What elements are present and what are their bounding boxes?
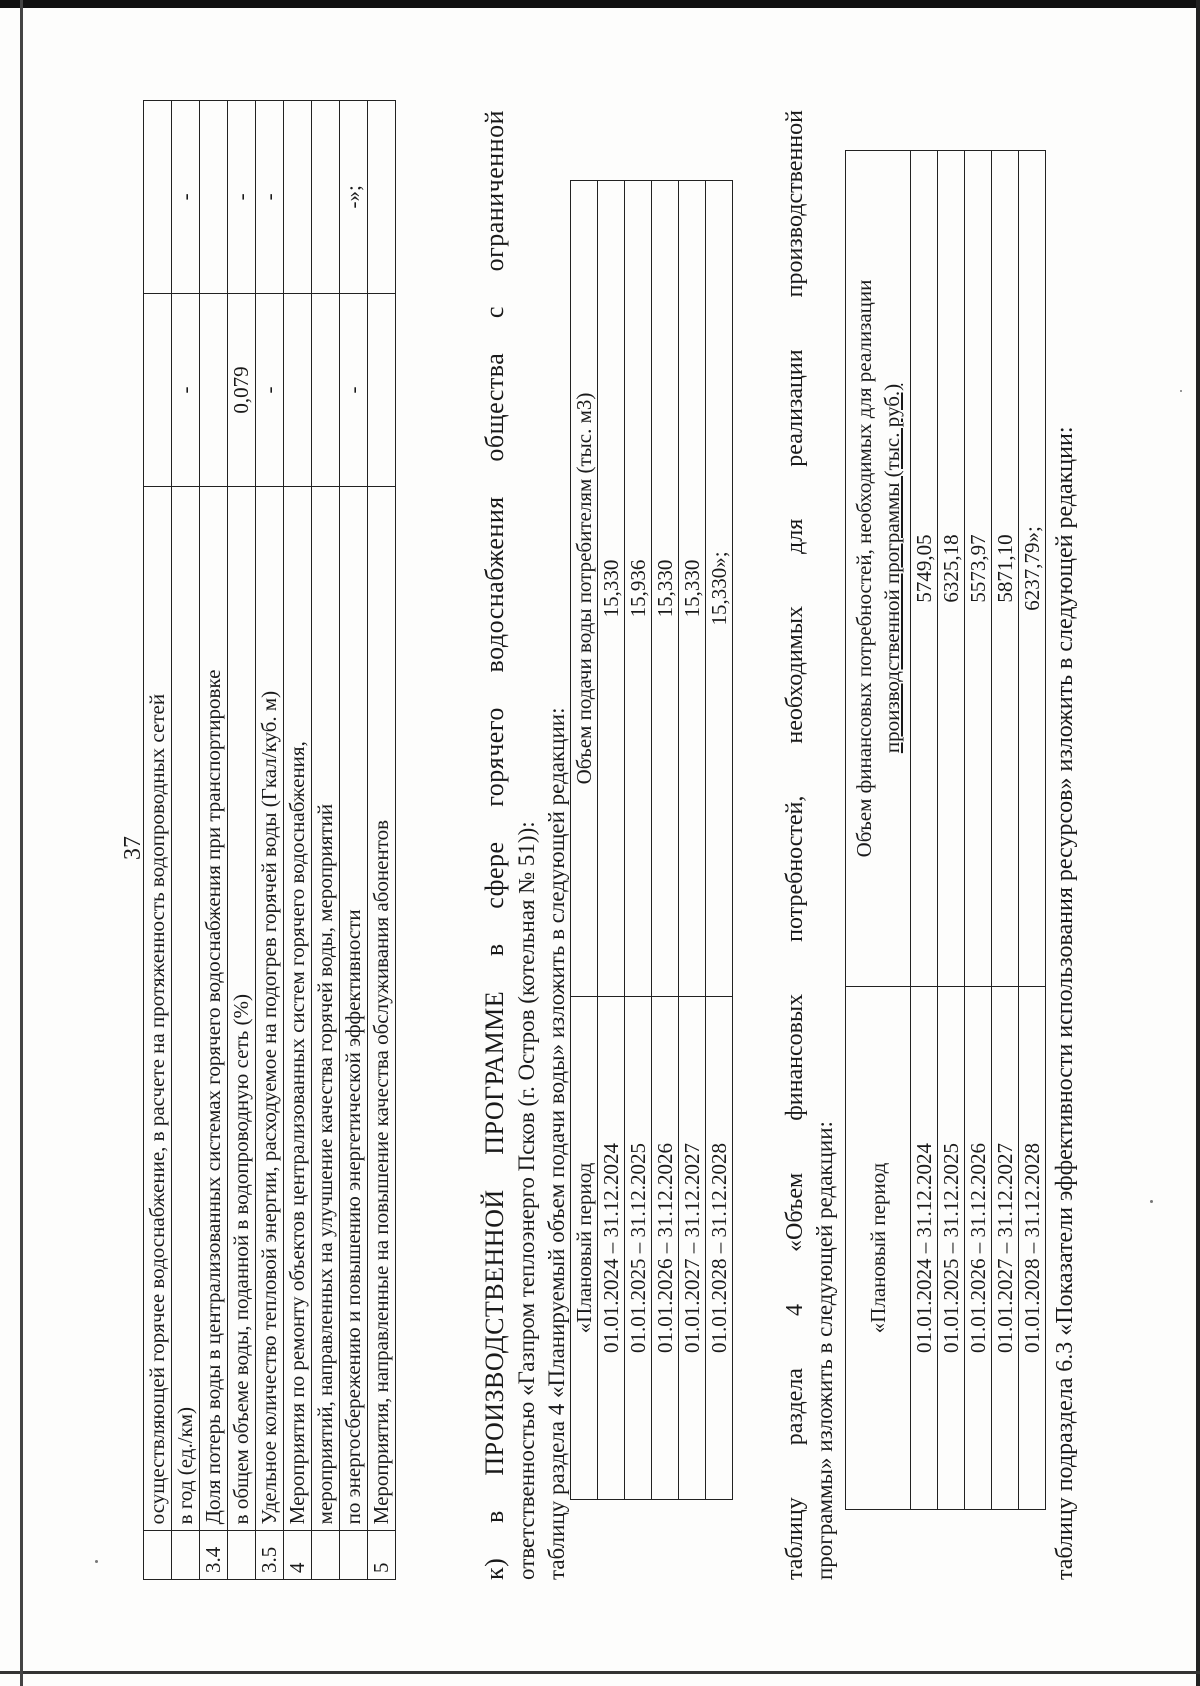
indicator-value-2: - bbox=[228, 101, 256, 294]
scan-speck bbox=[1150, 1200, 1153, 1203]
period-cell: 01.01.2028 – 31.12.2028 bbox=[1019, 987, 1046, 1510]
table-row bbox=[965, 151, 992, 1510]
volume-cell: 15,330»; bbox=[706, 181, 733, 997]
header-financial-line-1: Объем финансовых потребностей, необходимых для реализации bbox=[852, 279, 876, 858]
table-header-row bbox=[571, 181, 598, 1500]
indicator-value-2 bbox=[200, 101, 228, 294]
indicator-text: мероприятий, направленных на улучшение качества горячей воды, мероприятий bbox=[312, 487, 340, 1531]
amount-cell: 5871,10 bbox=[992, 151, 1019, 987]
page-number: 37 bbox=[120, 836, 146, 860]
scan-edge-right bbox=[1196, 0, 1200, 1686]
table-row bbox=[340, 101, 368, 1580]
period-cell: 01.01.2025 – 31.12.2025 bbox=[938, 987, 965, 1510]
table-row bbox=[172, 101, 200, 1580]
indicator-value-2 bbox=[284, 101, 312, 294]
period-cell: 01.01.2024 – 31.12.2024 bbox=[911, 987, 938, 1510]
indicator-text: в год (ед./км) bbox=[172, 487, 200, 1531]
row-number: 3.4 bbox=[200, 1531, 228, 1580]
row-number: 5 bbox=[368, 1531, 396, 1580]
period-cell: 01.01.2026 – 31.12.2026 bbox=[965, 987, 992, 1510]
period-cell: 01.01.2027 – 31.12.2027 bbox=[679, 997, 706, 1500]
financial-section-text: таблицу раздела 4 «Объем финансовых потребностей, необходимых для реализации производственной bbox=[782, 110, 808, 1580]
row-number bbox=[172, 1531, 200, 1580]
table-row bbox=[598, 181, 625, 1500]
header-financial-line-2: производственной программы (тыс. руб.) bbox=[880, 383, 904, 754]
header-period: «Плановый период bbox=[571, 997, 598, 1500]
indicator-value-2: - bbox=[256, 101, 284, 294]
amount-cell: 5749,05 bbox=[911, 151, 938, 987]
table-row bbox=[911, 151, 938, 1510]
volume-cell: 15,936 bbox=[625, 181, 652, 997]
header-volume: Объем подачи воды потребителям (тыс. м3) bbox=[571, 181, 598, 997]
indicator-value-1 bbox=[200, 293, 228, 487]
amount-cell: 5573,97 bbox=[965, 151, 992, 987]
scan-edge-top bbox=[0, 0, 1200, 8]
row-number: 4 bbox=[284, 1531, 312, 1580]
table-row bbox=[679, 181, 706, 1500]
table-row bbox=[652, 181, 679, 1500]
scan-speck bbox=[1180, 390, 1182, 392]
period-cell: 01.01.2024 – 31.12.2024 bbox=[598, 997, 625, 1500]
table-row bbox=[228, 101, 256, 1580]
indicator-value-2 bbox=[312, 101, 340, 294]
rotated-document bbox=[40, 80, 1120, 1620]
table-row bbox=[625, 181, 652, 1500]
indicator-value-1: - bbox=[256, 293, 284, 487]
indicator-text: Мероприятия по ремонту объектов централизованных систем горячего водоснабжения, bbox=[284, 487, 312, 1531]
indicator-value-2 bbox=[144, 101, 172, 294]
financial-section-text-cont: программы» изложить в следующей редакции: bbox=[812, 1121, 837, 1580]
period-cell: 01.01.2025 – 31.12.2025 bbox=[625, 997, 652, 1500]
indicator-value-2: -»; bbox=[340, 101, 368, 294]
indicator-text: Удельное количество тепловой энергии, расходуемое на подогрев горячей воды (Гкал/куб. м) bbox=[256, 487, 284, 1531]
financial-needs-table bbox=[845, 150, 1046, 1510]
table-row bbox=[256, 101, 284, 1580]
indicators-table bbox=[143, 100, 396, 1580]
indicator-text: по энергосбережению и повышению энергетической эффективности bbox=[340, 487, 368, 1531]
table-row bbox=[992, 151, 1019, 1510]
table-row bbox=[312, 101, 340, 1580]
indicator-value-2 bbox=[368, 101, 396, 294]
table-row bbox=[706, 181, 733, 1500]
table-row bbox=[368, 101, 396, 1580]
indicator-text: Доля потерь воды в централизованных системах горячего водоснабжения при транспортировке bbox=[200, 487, 228, 1531]
indicator-value-1: - bbox=[172, 293, 200, 487]
amount-cell: 6237,79»; bbox=[1019, 151, 1046, 987]
amount-cell: 6325,18 bbox=[938, 151, 965, 987]
section-k-instruction: таблицу раздела 4 «Планируемый объем подачи воды» изложить в следующей редакции: bbox=[544, 707, 569, 1580]
table-row bbox=[938, 151, 965, 1510]
indicator-value-1: 0,079 bbox=[228, 293, 256, 487]
row-number: 3.5 bbox=[256, 1531, 284, 1580]
table-row bbox=[284, 101, 312, 1580]
section-k-company: ответственностью «Газпром теплоэнерго Псков (г. Остров (котельная № 51)): bbox=[514, 821, 539, 1580]
period-cell: 01.01.2027 – 31.12.2027 bbox=[992, 987, 1019, 1510]
table-row bbox=[1019, 151, 1046, 1510]
row-number bbox=[228, 1531, 256, 1580]
scan-edge-left bbox=[20, 0, 23, 1686]
table-row bbox=[144, 101, 172, 1580]
indicator-value-1 bbox=[312, 293, 340, 487]
indicator-value-1 bbox=[144, 293, 172, 487]
indicator-text: в общем объеме воды, поданной в водопроводную сеть (%) bbox=[228, 487, 256, 1531]
table-row bbox=[200, 101, 228, 1580]
table-header-row bbox=[846, 151, 911, 1510]
water-volume-table bbox=[570, 180, 733, 1500]
indicator-value-1 bbox=[368, 293, 396, 487]
indicator-text: Мероприятия, направленные на повышение качества обслуживания абонентов bbox=[368, 487, 396, 1531]
volume-cell: 15,330 bbox=[598, 181, 625, 997]
volume-cell: 15,330 bbox=[652, 181, 679, 997]
section-k-heading: к) в ПРОИЗВОДСТВЕННОЙ ПРОГРАММЕ в сфере горячего водоснабжения общества с ограниченной bbox=[480, 110, 509, 1580]
row-number bbox=[144, 1531, 172, 1580]
indicator-value-2: - bbox=[172, 101, 200, 294]
period-cell: 01.01.2026 – 31.12.2026 bbox=[652, 997, 679, 1500]
header-period: «Плановый период bbox=[846, 987, 911, 1510]
closing-instruction: таблицу подраздела 6.3 «Показатели эффективности использования ресурсов» изложить в следующей редакции: bbox=[1052, 426, 1078, 1580]
row-number bbox=[340, 1531, 368, 1580]
indicator-value-1: - bbox=[340, 293, 368, 487]
indicator-value-1 bbox=[284, 293, 312, 487]
indicator-text: осуществляющей горячее водоснабжение, в расчете на протяженность водопроводных сетей bbox=[144, 487, 172, 1531]
volume-cell: 15,330 bbox=[679, 181, 706, 997]
row-number bbox=[312, 1531, 340, 1580]
period-cell: 01.01.2028 – 31.12.2028 bbox=[706, 997, 733, 1500]
scan-edge-bottom bbox=[0, 1671, 1200, 1674]
header-financial-needs bbox=[846, 151, 911, 987]
